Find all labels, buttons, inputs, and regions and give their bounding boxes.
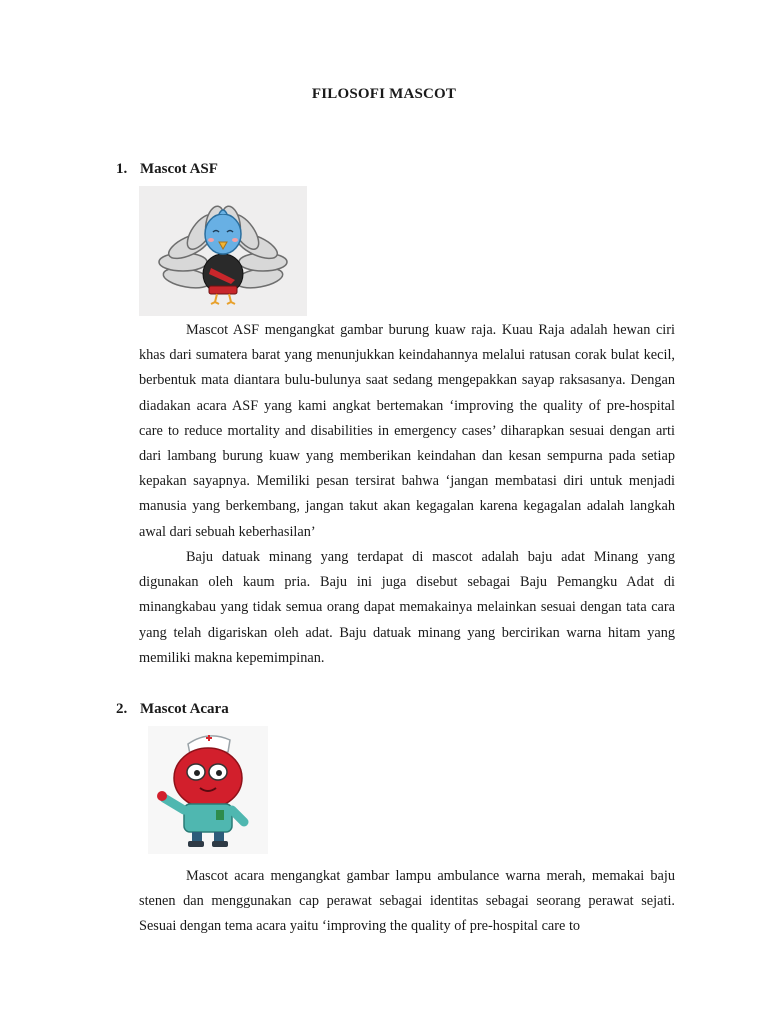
paragraph-text: Mascot ASF mengangkat gambar burung kuaw raja. Kuau Raja adalah hewan ciri khas dari sumatera barat yang menunjukkan keindahannya melalui ratusan corak bulat kecil, berbentuk mata diantara bulu-bulunya saat sedang mengepakkan sayap raksasanya. Dengan diadakan acara ASF yang kami angkat bertemakan ‘improving the quality of pre-hospital care to reduce mortality and disabilities in emergency cases’ diharapkan sesuai dengan arti dari lambang burung kuaw yang memberikan keindahan dan kesan sempurna pada setiap kepakan sayapnya. Memiliki pesan tersirat bahwa ‘jangan membatasi diri untuk menjadi manusia yang berkembang, jangan takut akan kegagalan karena kegagalan adalah langkah awal dari sebuah keberhasilan’	[139, 322, 675, 540]
section-number: 1.	[116, 161, 128, 177]
page-title: FILOSOFI MASCOT	[311, 86, 457, 102]
ambulance-light-nurse-mascot-icon	[148, 726, 268, 854]
peacock-bird-mascot-icon	[139, 186, 307, 316]
paragraph-text: Mascot acara mengangkat gambar lampu ambulance warna merah, memakai baju stenen dan menggunakan cap perawat sebagai identitas sebagai seorang perawat sejati. Sesuai dengan tema acara yaitu ‘improving the quality of pre-hospital care to	[139, 868, 675, 935]
section-heading-mascot-asf	[116, 161, 218, 178]
section-title: Mascot Acara	[140, 701, 229, 717]
paragraph-mascot-acara-1	[139, 864, 675, 940]
paragraph-mascot-asf-1	[139, 318, 675, 545]
section-heading-mascot-acara	[116, 701, 229, 718]
paragraph-mascot-asf-2	[139, 545, 675, 671]
section-number: 2.	[116, 701, 128, 717]
paragraph-text: Baju datuak minang yang terdapat di mascot adalah baju adat Minang yang digunakan oleh kaum pria. Baju ini juga disebut sebagai Baju Pemangku Adat di minangkabau yang tidak semua orang dapat memakainya melainkan sesuai dengan tata cara yang telah digariskan oleh adat. Baju datuak minang yang bercirikan warna hitam yang memiliki makna kepemimpinan.	[139, 549, 675, 666]
section-title: Mascot ASF	[140, 161, 218, 177]
